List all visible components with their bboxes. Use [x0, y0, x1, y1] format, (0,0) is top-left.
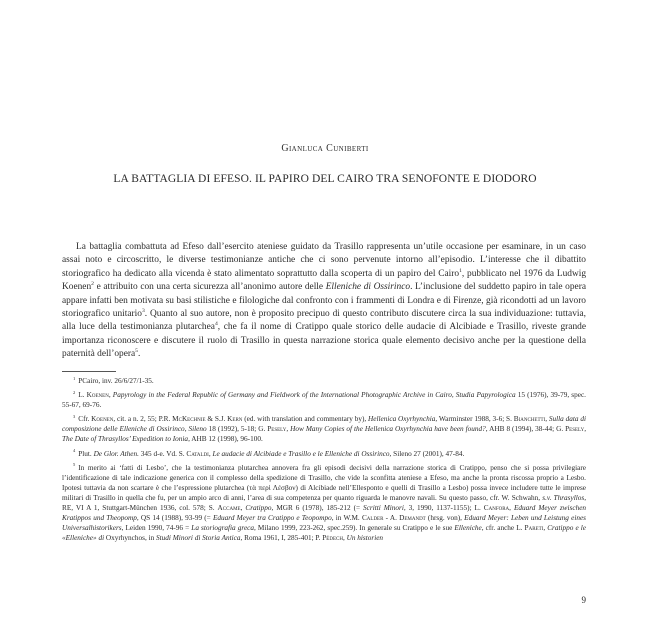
footnote-italic: Eduard Meyer zwischen Kratippos und Theopomp: [62, 504, 587, 523]
body-sentence: , pubblicato nel 1976 da Ludwig Koenen: [62, 268, 587, 293]
footnote-ref[interactable]: 5: [135, 348, 138, 355]
footnote-text: 15 (1976), 39-79, spec. 55-67, 69-76.: [62, 391, 586, 410]
footnote-italic: The Date of Thrasyllos’ Expedition to Ionia: [62, 435, 189, 444]
article-title: LA BATTAGLIA DI EFESO. IL PAPIRO DEL CAIRO TRA SENOFONTE E DIODORO: [113, 173, 537, 185]
footnote-text: ,: [286, 425, 291, 434]
footnote-text: (hrsg. von),: [425, 514, 465, 523]
footnote-text: , 3, 1990, 1137-1155); L.: [403, 504, 484, 513]
footnote-number: 2: [73, 389, 76, 395]
footnote-text: , cfr. anche L.: [481, 524, 525, 533]
footnote-text: & S.J.: [205, 415, 228, 424]
footnote-author: Cataldi: [186, 449, 209, 458]
body-paragraph: [62, 241, 586, 362]
footnote-text: In merito ai ‘fatti di Lesbo’, che la testimonianza plutarchea annovera fra gli episodi decisivi della narrazione storica di Cratippo, penso che si possa privilegiare l’identificazione di tale indicazione generica con il complesso della spedizione di Trasillo, che vide la sconfitta ateniese a Efeso, ma anche la pronta riscossa proprio a Lesbo. Ipotesi tuttavia da non scartare è che l’espressione plutarchea (: [62, 463, 586, 492]
footnote-number: 5: [73, 462, 76, 468]
footnote-text: ,: [509, 504, 514, 513]
footnote-number: 4: [73, 448, 76, 454]
footnote-text: , QS 14 (1988), 93-99 (=: [136, 514, 213, 523]
footnote-text: (ed. with translation and commentary by),: [242, 415, 369, 424]
footnote-italic: Studi Minori di Storia Antica: [156, 534, 241, 543]
footnote-ref[interactable]: 2: [91, 281, 94, 288]
footnote-text: , AHB 8 (1994), 38-44; G.: [485, 425, 566, 434]
footnote-italic: Eduard Meyer: Leben und Leistung eines Universalhistorikers: [62, 514, 586, 533]
footnote-author: Koenen: [91, 415, 114, 424]
footnote-ref[interactable]: 4: [214, 321, 218, 328]
footnote-text: , Milano 1999, 223-262, spec.259). In generale su Cratippo e le sue: [254, 524, 455, 533]
footnote-italic: Sileno: [188, 425, 207, 434]
footnote-text: , Sileno 27 (2001), 47-84.: [389, 449, 465, 458]
footnote-3: [62, 414, 586, 444]
footnote-text: L.: [78, 391, 87, 400]
footnote-text: ,: [208, 449, 213, 458]
footnote-author: McKechnie: [172, 415, 206, 424]
footnote-5: [62, 463, 586, 544]
footnote-italic: How Many Copies of the Hellenica Oxyrhynchia have been found?: [290, 425, 486, 434]
footnote-text: - A.: [383, 514, 400, 523]
footnote-author: Pédech: [322, 534, 343, 543]
footnote-italic: Elleniche: [454, 524, 482, 533]
footnote-text: PCairo, inv. 26/6/27/1-35.: [78, 377, 154, 385]
footnote-text: ,: [584, 425, 587, 434]
footnote-italic: Scritti Minori: [363, 504, 404, 513]
footnote-author: Bianchetti: [513, 415, 546, 424]
author-name: Gianluca Cuniberti: [281, 143, 369, 154]
footnote-italic: La storiografia greca: [191, 524, 255, 533]
body-sentence: , che fa il nome di Cratippo quale storico delle audacie di Alcibiade e Trasillo, riveste grande importanza riconoscere e discutere il ruolo di Trasillo in questa narrazione storica quale elemento decisivo anche per la questione della paternità dell’opera: [62, 322, 586, 360]
footnote-text: , AHB 12 (1998), 96-100.: [188, 435, 263, 444]
footnote-text: , Warminster 1988, 3-6; S.: [435, 415, 514, 424]
footnote-italic: Cratippo e le «Elleniche» di: [62, 524, 587, 543]
footnote-text: ,: [240, 504, 246, 513]
footnote-author: Accame: [217, 504, 241, 513]
footnote-ref[interactable]: 1: [459, 267, 462, 274]
footnote-text: , MGR 6 (1978), 185-212 (=: [271, 504, 364, 513]
footnote-italic: s.v. Thrasyllos: [542, 493, 585, 502]
footnote-number: 3: [73, 413, 76, 419]
body-sentence: .: [137, 349, 141, 360]
footnote-author: Calder: [361, 514, 384, 523]
footnote-text: Cfr.: [78, 415, 92, 424]
body-italic: Elleniche di Ossirinco: [325, 282, 411, 293]
footnote-italic: Le audacie di Alcibiade e Trasillo e le Elleniche di Ossirinco: [212, 449, 390, 458]
footnote-text: , Roma 1961, I, 285-401; P.: [240, 534, 323, 543]
footnote-2: [62, 390, 586, 410]
footnote-author: Pesely: [565, 425, 585, 434]
footnote-italic: Eduard Meyer tra Cratippo e Teopompo: [212, 514, 332, 523]
footnote-text: , Leiden 1990, 74-96 =: [121, 524, 192, 533]
footnote-text: Plut.: [78, 449, 94, 458]
footnote-italic: Un historien: [346, 534, 384, 543]
footnote-text: , RE, VI A 1, Stuttgart-München 1936, col. 578; S.: [62, 493, 586, 513]
footnote-author: Pesely: [267, 425, 287, 434]
footnote-ref[interactable]: 3: [141, 307, 145, 314]
footnote-greek: τὰ περὶ Λέσβον: [249, 483, 296, 492]
footnote-text: 345 d-e. Vd. S.: [138, 449, 187, 458]
footnote-author: Koenen: [86, 391, 109, 400]
footnote-text: , cit. a n. 2, 55; P.R.: [113, 415, 173, 424]
footnote-author: Kern: [227, 415, 243, 424]
footnote-text: ,: [108, 391, 113, 400]
footnote-author: Pareti: [524, 524, 544, 533]
footnote-italic: De Glor. Athen.: [93, 449, 139, 458]
body-sentence: . L’inclusione del suddetto papiro in tale opera appare infatti ben motivata su basi stilistiche e filologiche dal confronto con i frammenti di Londra e di Firenze, già ricondotti ad un lavoro storiografico unitario: [62, 282, 587, 320]
footnotes: [62, 376, 586, 543]
footnote-text: ,: [543, 524, 548, 533]
body-sentence: . Quanto al suo autore, non è proposito precipuo di questo contributo discutere circa la sua individuazione: tuttavia, alla luce della testimonianza plutarchea: [62, 309, 586, 333]
footnote-italic: Hellenica Oxyrhynchia: [368, 415, 436, 424]
footnote-text: ,: [184, 425, 189, 434]
body-sentence: e attribuito con una certa sicurezza all’anonimo autore delle: [93, 282, 326, 293]
footnote-italic: Papyrology in the Federal Republic of Germany and Fieldwork of the International Photographic Archive in Cairo, Studia Papyrologica: [112, 391, 516, 400]
footnote-italic: Cratippo: [245, 504, 272, 513]
footnote-italic: Sulla data di composizione delle Elleniche di Ossirinco: [62, 415, 587, 434]
footnote-text: Oxyrhynchos, in: [104, 534, 157, 543]
body-text: [62, 241, 586, 362]
footnote-text: , in W.M.: [331, 514, 362, 523]
footnote-text: ) di Alcibiade nell’Ellesponto e quelli di Trasillo a Lesbo) possa invece includere tutte le imprese militari di Trasillo in quella che fu, per un ampio arco di anni, l’area di sua competenza per quanto riguarda le manovre navali. Su questo passo, cfr. W. Schwahn,: [62, 483, 587, 502]
footnote-4: [62, 449, 586, 459]
footnote-author: Canfora: [483, 504, 510, 513]
footnote-text: 18 (1992), 5-18; G.: [206, 425, 268, 434]
footnote-1: [62, 376, 586, 386]
footnote-number: 1: [73, 375, 76, 381]
footnote-separator: [62, 371, 116, 372]
footnote-author: Demandt: [399, 514, 426, 523]
body-sentence: La battaglia combattuta ad Efeso dall’esercito ateniese guidato da Trasillo rappresenta un’utile occasione per esaminare, in un caso assai noto e circoscritto, le diverse testimonianze antiche che ci sono pervenute intorno all’episodio. L’interesse che il dibattito storiografico ha dedicato alla vicenda è stato alimentato soprattutto dalla scoperta di un papiro del Cairo: [62, 242, 586, 279]
page-number: 9: [581, 595, 586, 605]
footnote-text: ,: [545, 415, 549, 424]
footnote-text: ,: [342, 534, 347, 543]
